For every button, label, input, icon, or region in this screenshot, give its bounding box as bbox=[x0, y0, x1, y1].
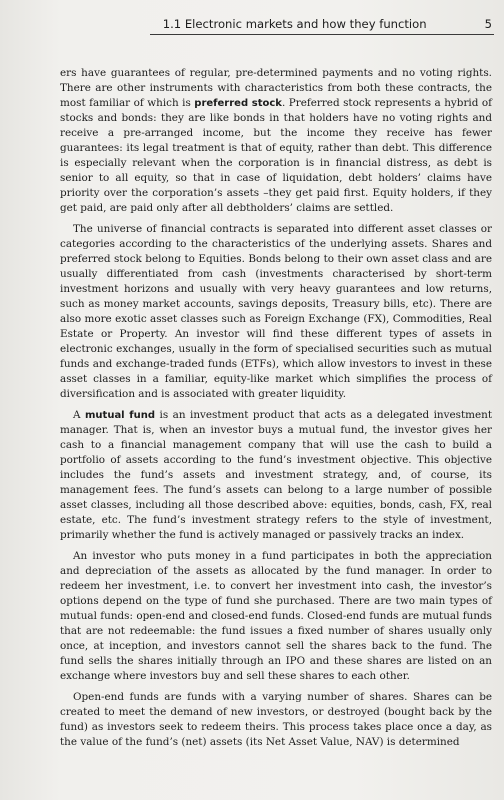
running-header bbox=[0, 9, 504, 31]
header-rule bbox=[150, 34, 494, 35]
body-text bbox=[60, 66, 492, 756]
term-preferred-stock: preferred stock bbox=[194, 98, 282, 109]
term-mutual-fund: mutual fund bbox=[85, 410, 156, 421]
paragraph: The universe of financial contracts is separated into different asset classes or categories according to the characteristics of the underlying assets. Shares and preferred stock belong to Equities. Bonds belong to their own asset class and are usually differentiated from cash (investments characterised by short-term investment horizons and usually with very heavy guarantees and low returns, such as money market accounts, savings deposits, Treasury bills, etc). There are also more exotic asset classes such as Foreign Exchange (FX), Commodities, Real Estate or Property. An investor will find these different types of assets in electronic exchanges, usually in the form of specialised securities such as mutual funds and exchange-traded funds (ETFs), which allow investors to invest in these asset classes in a familiar, equity-like market which simplifies the process of diversification and is associated with greater liquidity. bbox=[60, 223, 492, 400]
page-number: 5 bbox=[484, 17, 492, 31]
paragraph: An investor who puts money in a fund participates in both the appreciation and depreciation of the assets as allocated by the fund manager. In order to redeem her investment, i.e. to convert her investment into cash, the investor’s options depend on the type of fund she purchased. There are two main types of mutual funds: open-end and closed-end funds. Closed-end funds are mutual funds that are not redeemable: the fund issues a fixed number of shares usually only once, at inception, and investors cannot sell the shares back to the fund. The fund sells the shares initially through an IPO and these shares are listed on an exchange where investors buy and sell these shares to each other. bbox=[60, 550, 492, 682]
paragraph: ers have guarantees of regular, pre-determined payments and no voting rights. There are other instruments with characteristics from both these contracts, the most familiar of which is preferred stock. Preferred stock represents a hybrid of stocks and bonds: they are like bonds in that holders have no voting rights and receive a pre-arranged income, but the income they receive has fewer guarantees: its legal treatment is that of equity, rather than debt. This difference is especially relevant when the corporation is in financial distress, as debt is senior to all equity, so that in case of liquidation, debt holders’ claims have priority over the corporation’s assets –they get paid first. Equity holders, if they get paid, are paid only after all debtholders’ claims are settled. bbox=[60, 67, 492, 214]
section-title: 1.1 Electronic markets and how they function bbox=[162, 17, 427, 31]
paragraph: A mutual fund is an investment product that acts as a delegated investment manager. That is, when an investor buys a mutual fund, the investor gives her cash to a financial management company that will use the cash to build a portfolio of assets according to the fund’s investment objective. This objective includes the fund’s assets and investment strategy, and, of course, its management fees. The fund’s assets can belong to a large number of possible asset classes, including all those described above: equities, bonds, cash, FX, real estate, etc. The fund’s investment strategy refers to the style of investment, primarily whether the fund is actively managed or passively tracks an index. bbox=[60, 409, 493, 541]
paragraph: Open-end funds are funds with a varying number of shares. Shares can be created to meet the demand of new investors, or destroyed (bought back by the fund) as investors seek to redeem theirs. This process takes place once a day, as the value of the fund’s (net) assets (its Net Asset Value, NAV) is determined bbox=[60, 691, 492, 748]
